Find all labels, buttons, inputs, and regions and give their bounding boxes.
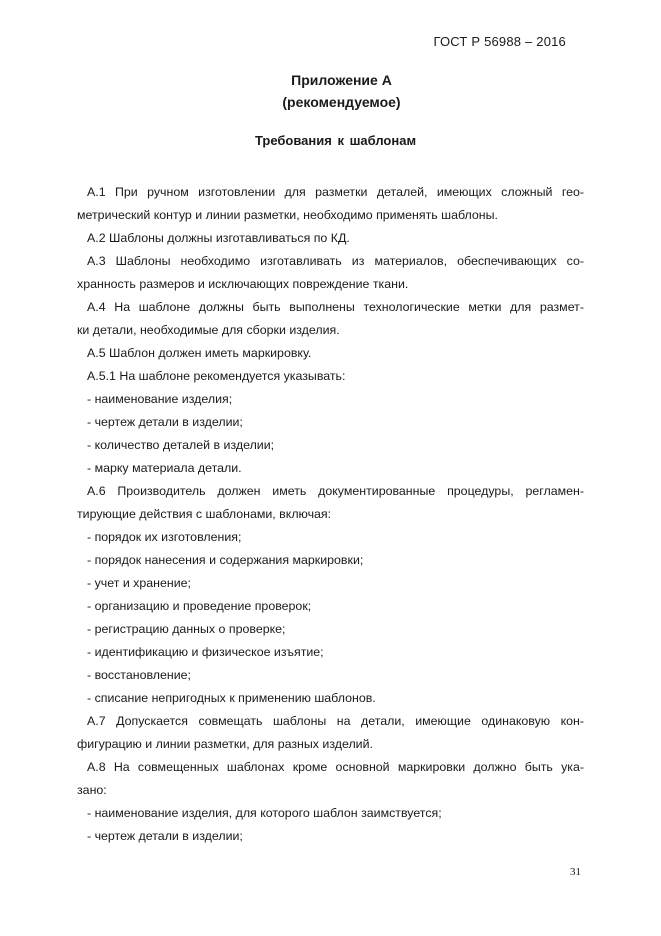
list-item: - марку материала детали. bbox=[87, 461, 242, 475]
list-item: - регистрацию данных о проверке; bbox=[87, 622, 286, 636]
paragraph-a3-line2: хранность размеров и исключающих повреждение ткани. bbox=[77, 277, 409, 291]
paragraph-a8-line1: А.8 На совмещенных шаблонах кроме основной маркировки должно быть ука- bbox=[87, 760, 584, 774]
section-title: Требования к шаблонам bbox=[254, 133, 417, 148]
paragraph-a7-line1: А.7 Допускается совмещать шаблоны на детали, имеющие одинаковую кон- bbox=[87, 714, 584, 728]
list-item: - чертеж детали в изделии; bbox=[87, 415, 243, 429]
paragraph-a1-line2: метрический контур и линии разметки, необходимо применять шаблоны. bbox=[77, 208, 498, 222]
list-item: - порядок их изготовления; bbox=[87, 530, 242, 544]
document-body bbox=[77, 181, 584, 848]
list-item: - наименование изделия; bbox=[87, 392, 233, 406]
page-number: 31 bbox=[570, 866, 581, 878]
list-item: - количество деталей в изделии; bbox=[87, 438, 275, 452]
list-item: - чертеж детали в изделии; bbox=[87, 829, 243, 843]
paragraph-a1-line1: А.1 При ручном изготовлении для разметки деталей, имеющих сложный гео- bbox=[87, 185, 584, 199]
list-item: - учет и хранение; bbox=[87, 576, 191, 590]
paragraph-a3-line1: А.3 Шаблоны необходимо изготавливать из материалов, обеспечивающих со- bbox=[87, 254, 584, 268]
appendix-status: (рекомендуемое) bbox=[282, 94, 401, 110]
paragraph-a8-line2: зано: bbox=[77, 783, 107, 797]
paragraph-a7-line2: фигурацию и линии разметки, для разных изделий. bbox=[77, 737, 373, 751]
list-item: - порядок нанесения и содержания маркировки; bbox=[87, 553, 364, 567]
list-item: - наименование изделия, для которого шаблон заимствуется; bbox=[87, 806, 442, 820]
paragraph-a5: А.5 Шаблон должен иметь маркировку. bbox=[87, 346, 312, 360]
list-item: - идентификацию и физическое изъятие; bbox=[87, 645, 324, 659]
paragraph-a5-1: А.5.1 На шаблоне рекомендуется указывать: bbox=[87, 369, 346, 383]
paragraph-a4-line2: ки детали, необходимые для сборки изделия. bbox=[77, 323, 340, 337]
paragraph-a4-line1: А.4 На шаблоне должны быть выполнены технологические метки для размет- bbox=[87, 300, 584, 314]
list-item: - организацию и проведение проверок; bbox=[87, 599, 312, 613]
paragraph-a2: А.2 Шаблоны должны изготавливаться по КД. bbox=[87, 231, 350, 245]
appendix-title: Приложение А bbox=[291, 72, 392, 88]
list-item: - восстановление; bbox=[87, 668, 191, 682]
appendix-heading bbox=[0, 69, 661, 113]
document-code: ГОСТ Р 56988 – 2016 bbox=[433, 34, 566, 49]
paragraph-a6-line1: А.6 Производитель должен иметь документированные процедуры, регламен- bbox=[87, 484, 584, 498]
paragraph-a6-line2: тирующие действия с шаблонами, включая: bbox=[77, 507, 332, 521]
list-item: - списание непригодных к применению шаблонов. bbox=[87, 691, 376, 705]
